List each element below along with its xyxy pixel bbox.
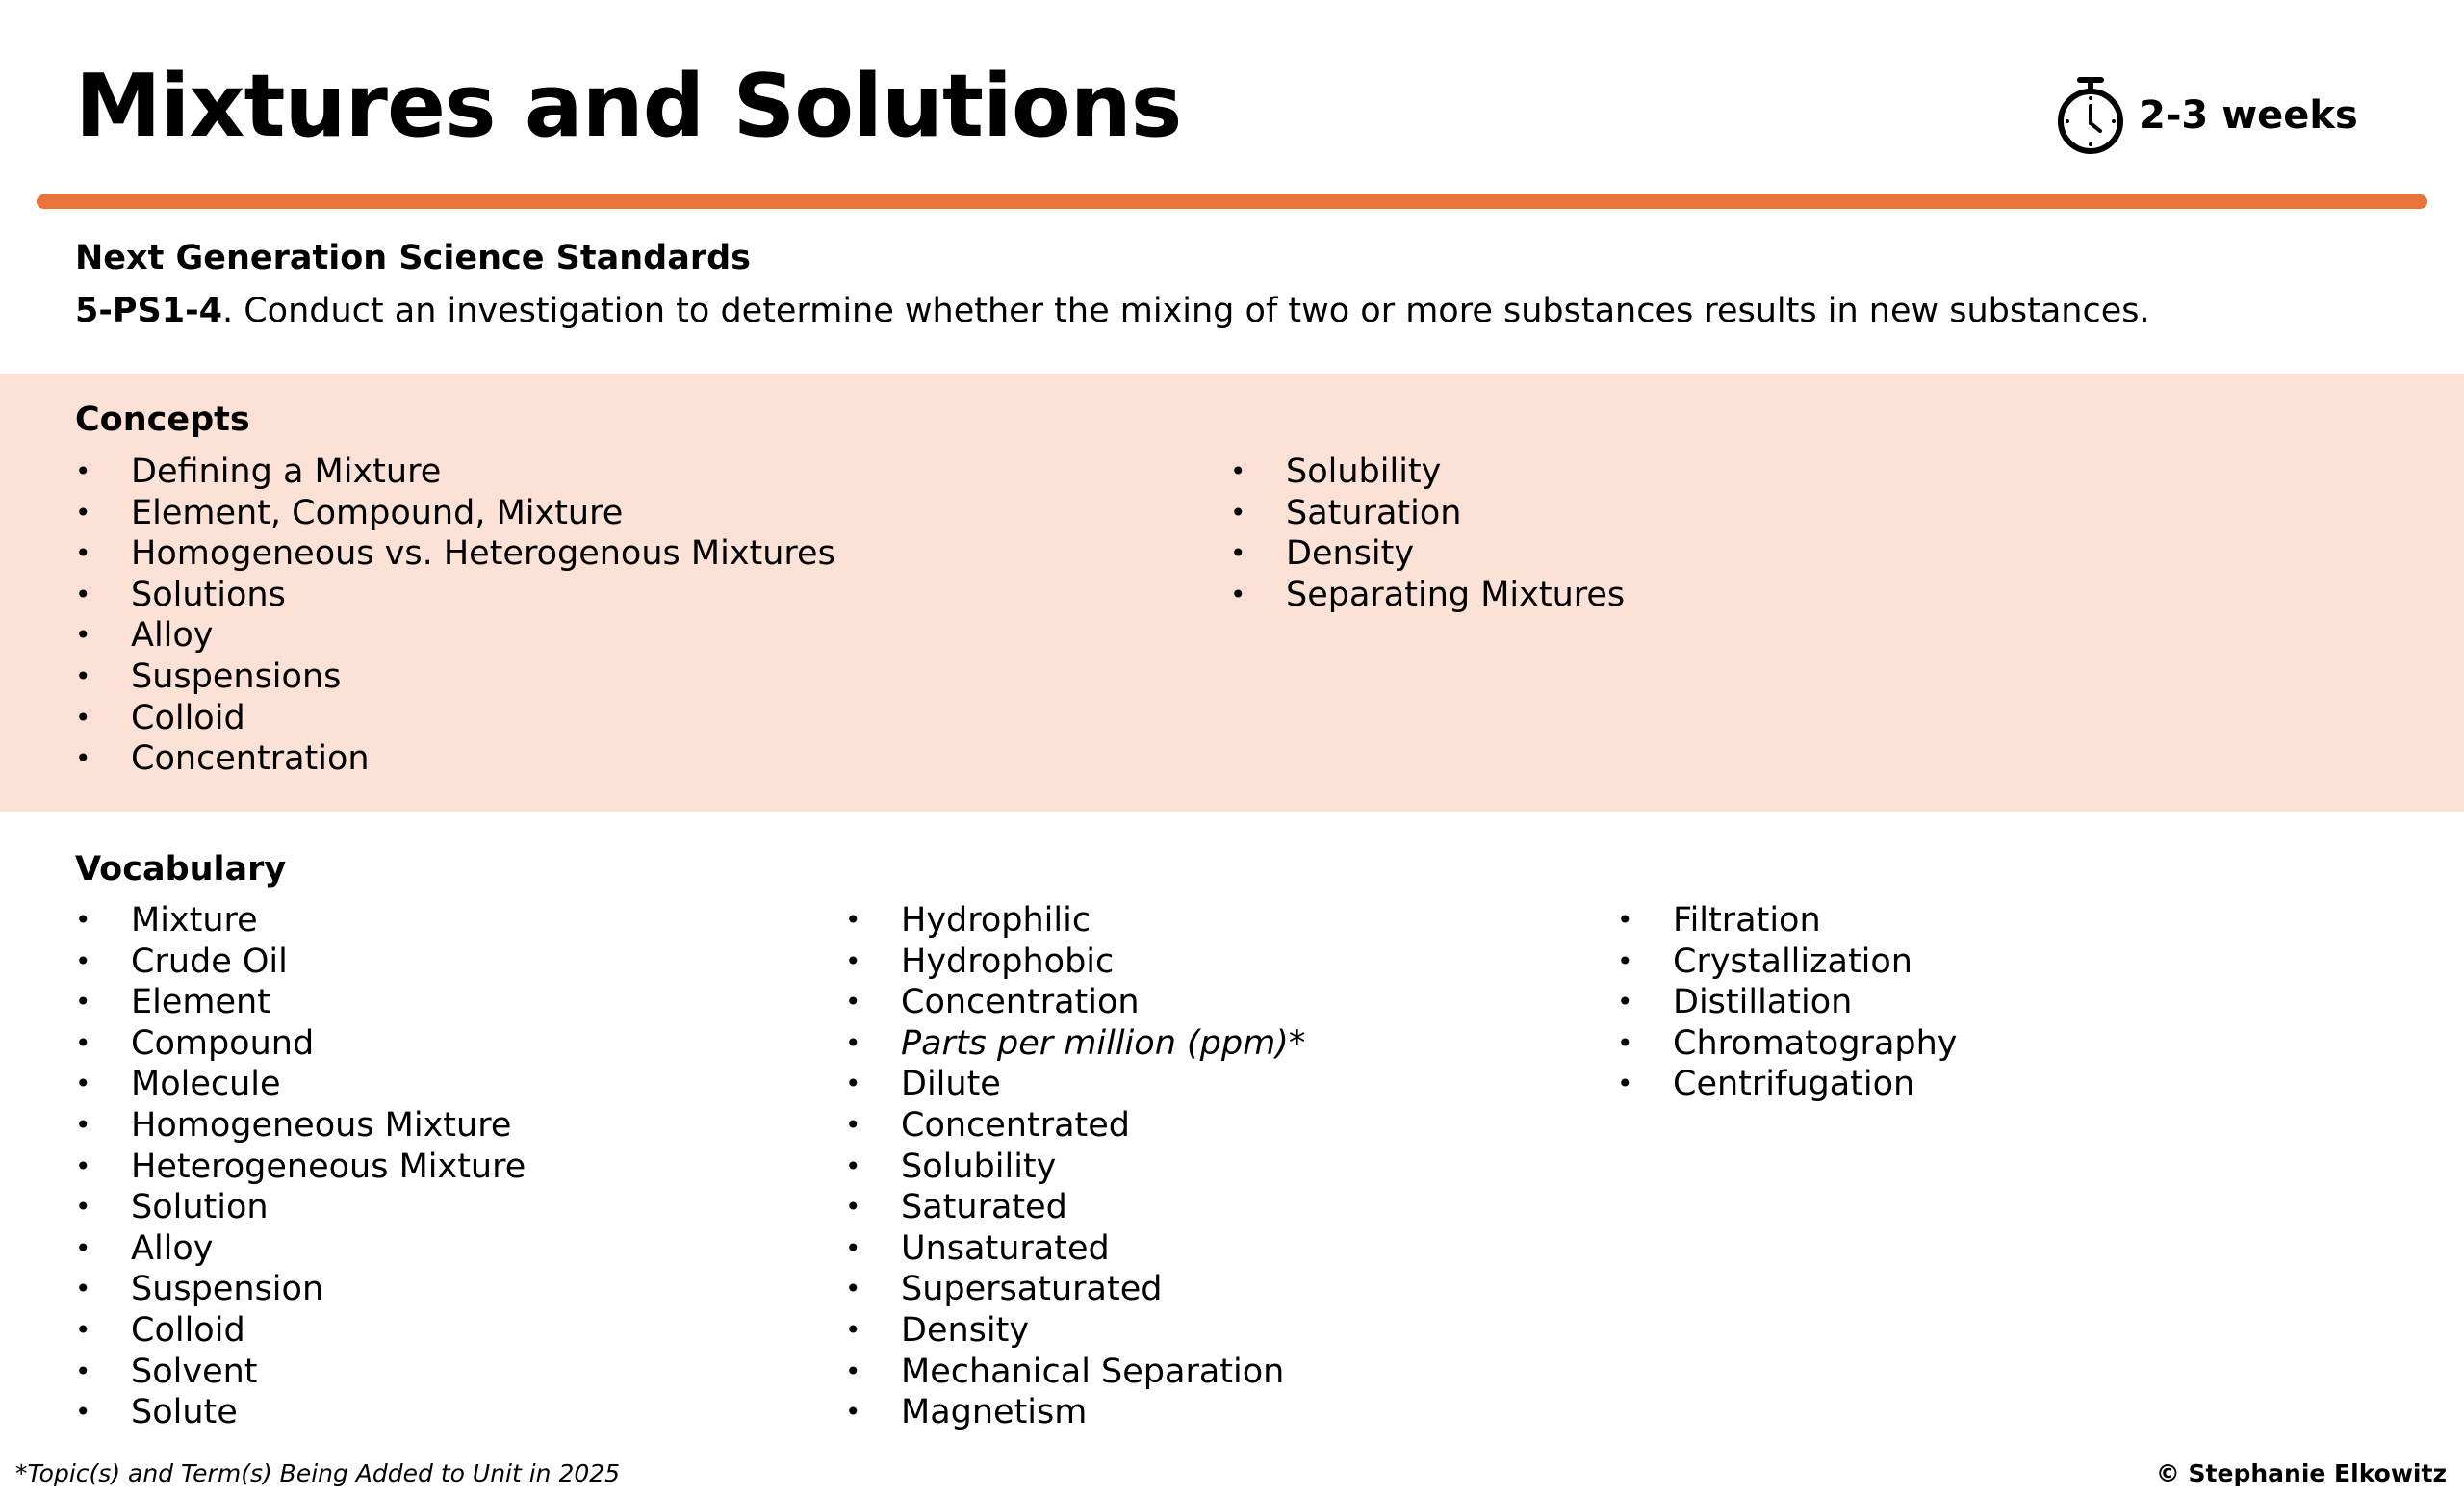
bullet-marker: • <box>75 578 91 610</box>
list-item-text: Suspension <box>131 1270 324 1309</box>
bullet-marker: • <box>1617 986 1633 1019</box>
bullet-marker: • <box>75 742 91 775</box>
bullet-marker: • <box>845 1026 861 1059</box>
bullet-marker: • <box>845 944 861 977</box>
bullet-marker: • <box>1617 944 1633 977</box>
standard-description: . Conduct an investigation to determine whether the mixing of two or more substances results in new substances. <box>221 292 2150 330</box>
bullet-marker: • <box>1617 1068 1633 1100</box>
list-item-text: Magnetism <box>901 1393 1088 1432</box>
bullet-marker: • <box>75 1273 91 1305</box>
bullet-marker: • <box>1617 1026 1633 1059</box>
list-item-text: Crude Oil <box>131 941 288 981</box>
list-item-text: Supersaturated <box>901 1270 1163 1309</box>
bullet-marker: • <box>75 1191 91 1224</box>
list-item-text: Mixture <box>131 901 258 940</box>
list-item-text: Parts per million (ppm)* <box>901 1023 1306 1063</box>
list-item-text: Concentration <box>131 739 370 779</box>
list-item-text: Molecule <box>131 1065 281 1104</box>
stopwatch-icon <box>2054 75 2127 156</box>
bullet-marker: • <box>75 986 91 1019</box>
bullet-marker: • <box>1617 904 1633 936</box>
list-item-text: Density <box>1286 534 1415 574</box>
list-item-text: Element, Compound, Mixture <box>131 493 624 532</box>
bullet-marker: • <box>75 1313 91 1346</box>
concepts-heading: Concepts <box>75 400 250 439</box>
bullet-marker: • <box>75 659 91 692</box>
list-item-text: Solvent <box>131 1352 258 1391</box>
list-item-text: Solute <box>131 1393 238 1432</box>
bullet-marker: • <box>845 1354 861 1387</box>
bullet-marker: • <box>75 1068 91 1100</box>
bullet-marker: • <box>75 1396 91 1429</box>
list-item-text: Saturation <box>1286 493 1462 532</box>
list-item-text: Solubility <box>1286 452 1442 491</box>
bullet-marker: • <box>75 701 91 734</box>
bullet-marker: • <box>845 1313 861 1346</box>
list-item-text: Compound <box>131 1023 315 1063</box>
list-item-text: Alloy <box>131 1228 214 1268</box>
bullet-marker: • <box>75 904 91 936</box>
bullet-marker: • <box>845 1068 861 1100</box>
list-item-text: Hydrophobic <box>901 941 1115 981</box>
list-item-text: Filtration <box>1673 901 1821 940</box>
bullet-marker: • <box>75 619 91 652</box>
bullet-marker: • <box>1230 537 1246 570</box>
list-item-text: Mechanical Separation <box>901 1352 1285 1391</box>
list-item-text: Homogeneous Mixture <box>131 1105 512 1145</box>
bullet-marker: • <box>845 1191 861 1224</box>
list-item-text: Chromatography <box>1673 1023 1958 1063</box>
bullet-marker: • <box>75 537 91 570</box>
bullet-marker: • <box>75 1149 91 1182</box>
bullet-marker: • <box>845 1108 861 1141</box>
bullet-marker: • <box>1230 455 1246 487</box>
footnote: *Topic(s) and Term(s) Being Added to Unit in 2025 <box>15 1459 621 1487</box>
list-item-text: Colloid <box>131 1310 245 1350</box>
list-item-text: Crystallization <box>1673 941 1912 981</box>
title-divider <box>37 194 2427 209</box>
list-item-text: Solution <box>131 1188 269 1227</box>
bullet-marker: • <box>1230 496 1246 529</box>
bullet-marker: • <box>75 455 91 487</box>
list-item-text: Density <box>901 1310 1030 1350</box>
bullet-marker: • <box>845 986 861 1019</box>
bullet-marker: • <box>75 496 91 529</box>
list-item-text: Suspensions <box>131 657 342 696</box>
bullet-marker: • <box>75 1231 91 1264</box>
list-item-text: Unsaturated <box>901 1228 1110 1268</box>
bullet-marker: • <box>1230 578 1246 610</box>
bullet-marker: • <box>75 1026 91 1059</box>
bullet-marker: • <box>845 1149 861 1182</box>
list-item-text: Concentrated <box>901 1105 1131 1145</box>
page-title: Mixtures and Solutions <box>75 56 1182 157</box>
standard-code: 5-PS1-4 <box>75 292 222 330</box>
bullet-marker: • <box>845 1273 861 1305</box>
bullet-marker: • <box>845 1396 861 1429</box>
list-item-text: Heterogeneous Mixture <box>131 1147 526 1186</box>
list-item-text: Centrifugation <box>1673 1065 1915 1104</box>
bullet-marker: • <box>845 1231 861 1264</box>
copyright: © Stephanie Elkowitz <box>2155 1459 2447 1487</box>
list-item-text: Separating Mixtures <box>1286 575 1626 614</box>
duration-label: 2-3 weeks <box>2139 93 2358 138</box>
list-item-text: Hydrophilic <box>901 901 1091 940</box>
list-item-text: Colloid <box>131 698 245 737</box>
list-item-text: Defining a Mixture <box>131 452 442 491</box>
list-item-text: Homogeneous vs. Heterogenous Mixtures <box>131 534 835 574</box>
list-item-text: Element <box>131 983 270 1022</box>
list-item-text: Distillation <box>1673 983 1853 1022</box>
bullet-marker: • <box>75 944 91 977</box>
bullet-marker: • <box>75 1108 91 1141</box>
vocabulary-heading: Vocabulary <box>75 850 287 889</box>
list-item-text: Solubility <box>901 1147 1057 1186</box>
list-item-text: Saturated <box>901 1188 1067 1227</box>
list-item-text: Concentration <box>901 983 1140 1022</box>
list-item-text: Solutions <box>131 575 286 614</box>
list-item-text: Alloy <box>131 616 214 656</box>
list-item-text: Dilute <box>901 1065 1001 1104</box>
standards-heading: Next Generation Science Standards <box>75 239 751 277</box>
standard-statement <box>75 291 2150 331</box>
bullet-marker: • <box>845 904 861 936</box>
bullet-marker: • <box>75 1354 91 1387</box>
duration-badge <box>2054 75 2358 156</box>
